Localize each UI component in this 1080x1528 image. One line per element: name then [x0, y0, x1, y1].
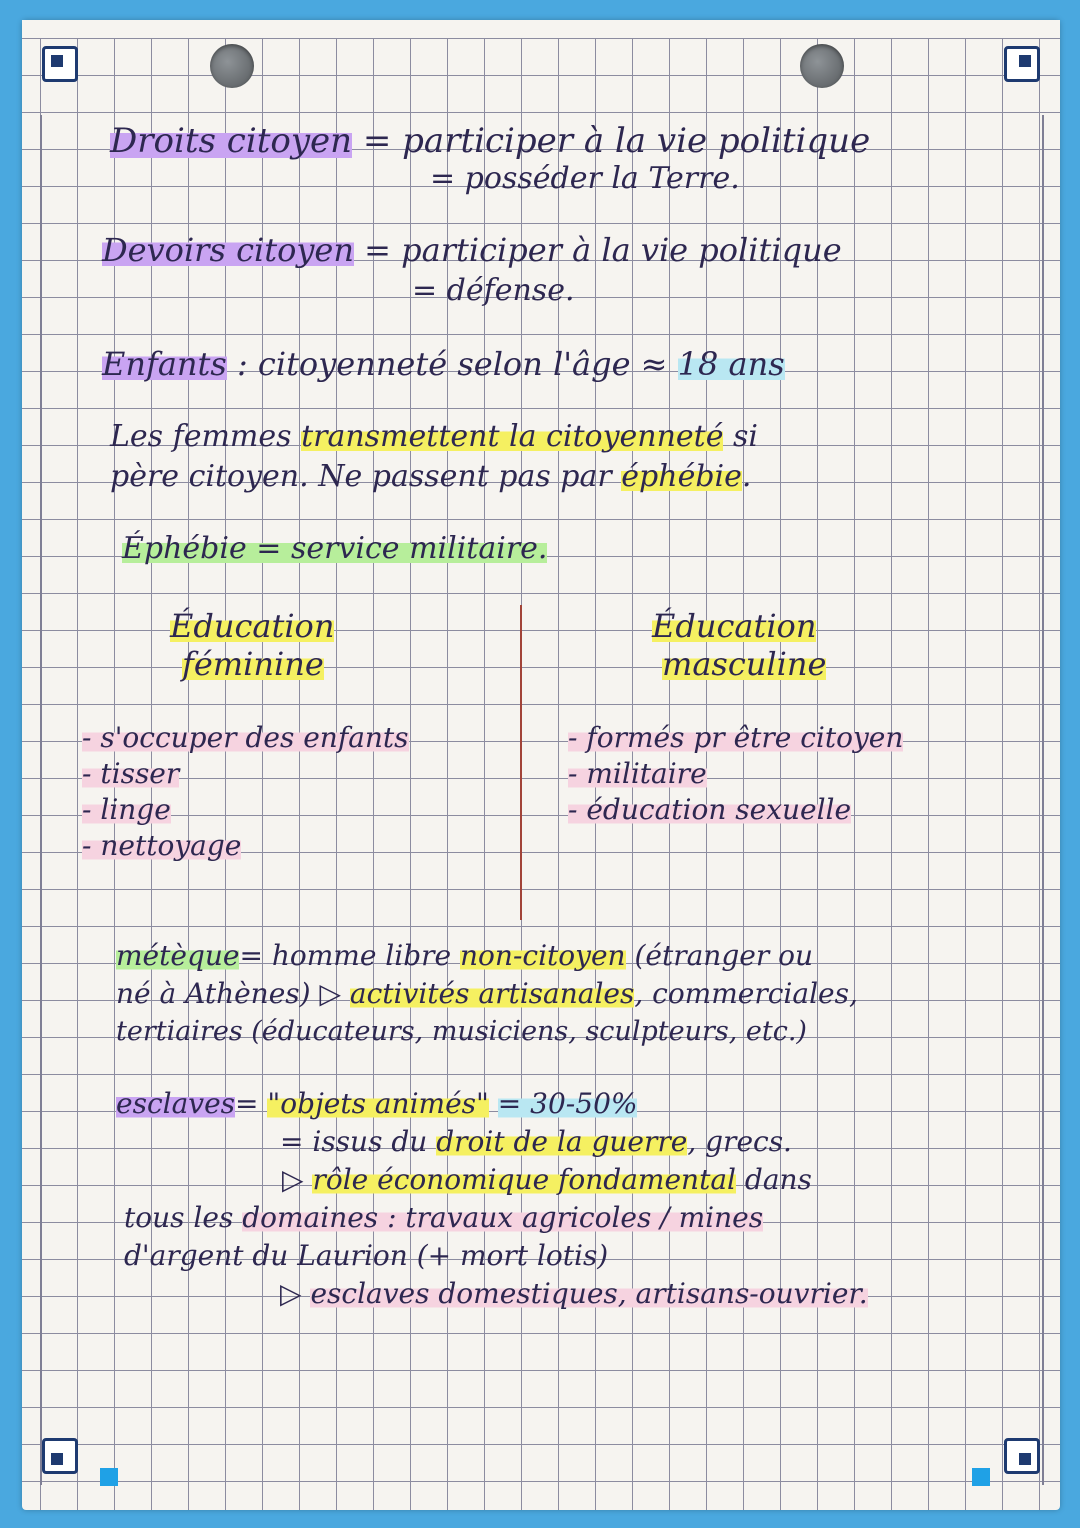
- list-item: - nettoyage: [82, 829, 242, 862]
- esclaves-line5: [124, 1240, 608, 1272]
- list-item: - militaire: [568, 757, 707, 790]
- top-margin: [22, 20, 1060, 38]
- scan-mark: [100, 1468, 118, 1486]
- enfants-label: Enfants: [102, 345, 227, 383]
- esclaves-line4: [124, 1202, 763, 1234]
- droits-def2: = posséder la Terre.: [430, 161, 740, 196]
- esclaves-line6: [280, 1278, 868, 1310]
- meteque-a: = homme libre: [239, 939, 452, 972]
- list-item: - s'occuper des enfants: [82, 721, 409, 754]
- column-divider: [520, 605, 522, 920]
- list-item: - éducation sexuelle: [568, 793, 852, 826]
- meteque-line1: [116, 940, 813, 972]
- femmes-line2: père citoyen. Ne passent pas par éphébie.: [110, 459, 752, 494]
- masc-title2-text: masculine: [662, 645, 827, 683]
- esclaves-line2: [280, 1126, 792, 1158]
- notebook-page: [22, 20, 1060, 1510]
- femmes-e: éphébie: [621, 459, 742, 494]
- femmes-b: transmettent la citoyenneté: [301, 419, 724, 454]
- enfants-line: [102, 346, 785, 383]
- esclaves-k: domaines : travaux agricoles / mines: [242, 1201, 764, 1234]
- esclaves-b: "objets animés": [267, 1087, 489, 1120]
- esclaves-e: droit de la guerre: [436, 1125, 688, 1158]
- enfants-age: 18 ans: [677, 345, 785, 383]
- droits-def1: = participer à la vie politique: [362, 121, 871, 161]
- fem-title1: [170, 608, 334, 645]
- meteque-e: activités artisanales: [349, 977, 635, 1010]
- list-item: - tisser: [82, 757, 180, 790]
- esclaves-d: = issus du: [280, 1125, 428, 1158]
- esclaves-label: esclaves: [116, 1087, 236, 1120]
- meteque-label: métèque: [116, 939, 240, 972]
- esclaves-h: rôle économique fondamental: [312, 1163, 736, 1196]
- meteque-line3: [116, 1016, 807, 1047]
- devoirs-label: Devoirs citoyen: [102, 231, 354, 269]
- scan-mark: [972, 1468, 990, 1486]
- masc-title1-text: Éducation: [652, 607, 817, 645]
- list-item: - linge: [82, 793, 171, 826]
- droits-label: Droits citoyen: [110, 121, 353, 161]
- esclaves-m: ▷: [280, 1277, 302, 1310]
- esclaves-line3: [282, 1164, 812, 1196]
- meteque-b: non-citoyen: [460, 939, 626, 972]
- fem-title1-text: Éducation: [170, 607, 335, 645]
- esclaves-l: d'argent du Laurion (+ mort lotis): [124, 1239, 609, 1272]
- esclaves-i: dans: [744, 1163, 812, 1196]
- esclaves-g: ▷: [282, 1163, 304, 1196]
- corner-marker-icon: [1004, 46, 1040, 82]
- punch-hole: [800, 44, 844, 88]
- fem-title2-text: féminine: [182, 645, 324, 683]
- masc-title2: [662, 646, 826, 683]
- masc-title1: [652, 608, 816, 645]
- droits-line: [110, 122, 870, 161]
- enfants-text: : citoyenneté selon l'âge ≈: [236, 345, 668, 383]
- ephebie-line: [122, 532, 547, 567]
- meteque-line2: [116, 978, 858, 1010]
- esclaves-a: =: [235, 1087, 259, 1120]
- ephebie-text: Éphébie = service militaire.: [122, 531, 548, 566]
- esclaves-c: = 30-50%: [497, 1087, 638, 1120]
- esclaves-j: tous les: [124, 1201, 234, 1234]
- list-item: - formés pr être citoyen: [568, 721, 904, 754]
- masc-list: [568, 720, 903, 828]
- devoirs-def2: = défense.: [412, 273, 575, 308]
- fem-list: [82, 720, 409, 864]
- esclaves-n: esclaves domestiques, artisans-ouvrier.: [310, 1277, 868, 1310]
- meteque-g: tertiaires (éducateurs, musiciens, sculpteurs, etc.): [116, 1016, 807, 1047]
- corner-marker-icon: [1004, 1438, 1040, 1474]
- femmes-d: père citoyen. Ne passent pas par: [110, 459, 612, 494]
- meteque-c: (étranger ou: [634, 939, 814, 972]
- meteque-f: , commerciales,: [634, 977, 858, 1010]
- fem-title2: [182, 646, 324, 683]
- femmes-line1: [110, 420, 758, 455]
- esclaves-line1: [116, 1088, 637, 1120]
- meteque-d: né à Athènes) ▷: [116, 977, 342, 1010]
- devoirs-line: [102, 232, 842, 269]
- devoirs-def1: = participer à la vie politique: [364, 231, 842, 269]
- femmes-c: si: [733, 419, 759, 454]
- corner-marker-icon: [42, 1438, 78, 1474]
- corner-marker-icon: [42, 46, 78, 82]
- femmes-a: Les femmes: [110, 419, 292, 454]
- punch-hole: [210, 44, 254, 88]
- esclaves-f: , grecs.: [687, 1125, 792, 1158]
